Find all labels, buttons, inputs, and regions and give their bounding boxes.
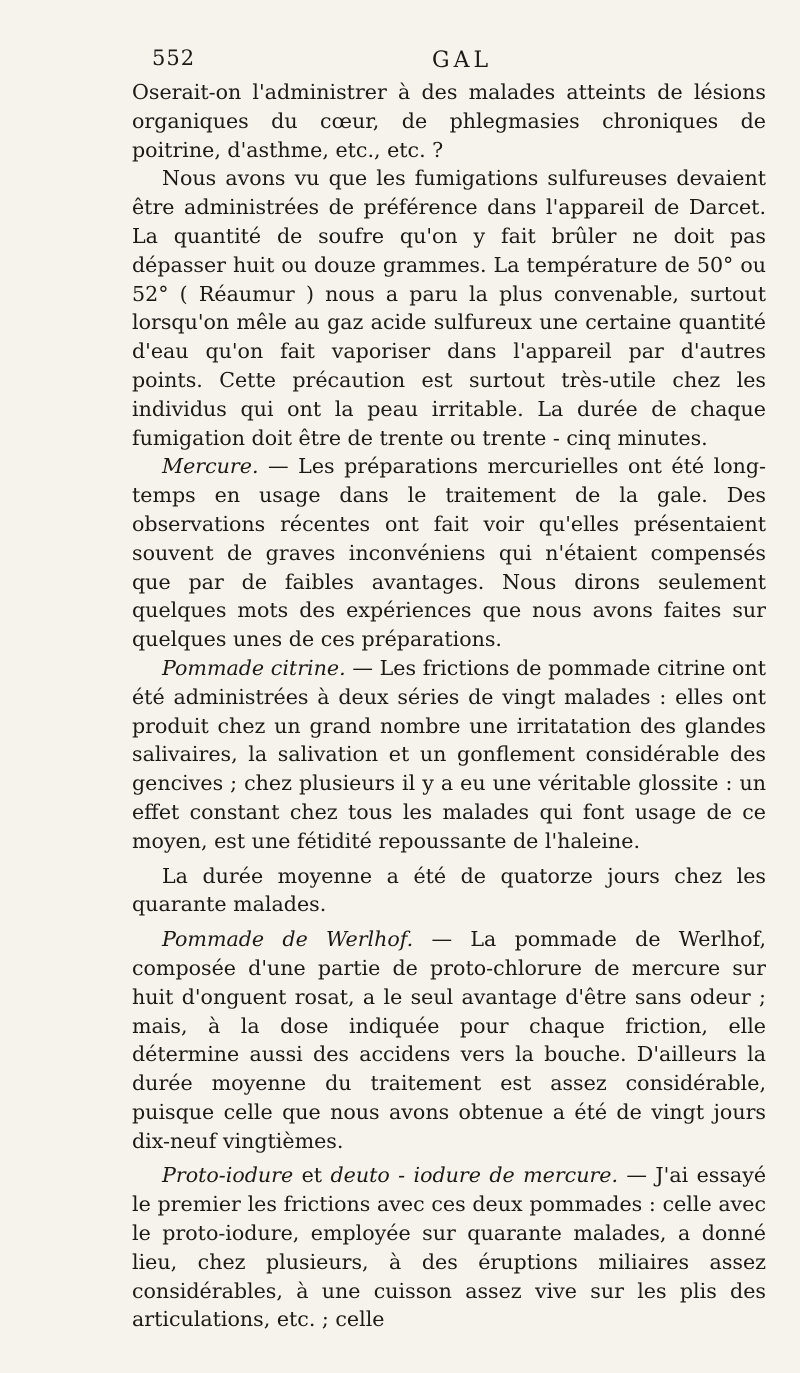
section-lead-deuto-iodure: deuto - iodure de mercure. bbox=[330, 1163, 619, 1188]
section-lead-werlhof: Pommade de Werlhof. bbox=[162, 927, 414, 952]
section-lead-pommade-citrine: Pommade citrine. bbox=[162, 655, 346, 680]
paragraph-iodure bbox=[132, 1161, 766, 1334]
paragraph-1 bbox=[132, 78, 766, 164]
paragraph-werlhof bbox=[132, 925, 766, 1155]
paragraph-duree-text: La durée moyenne a été de quatorze jours chez les quarante malades. bbox=[132, 863, 766, 917]
section-lead-mercure: Mercure. bbox=[162, 454, 259, 479]
paragraph-1-text: Oserait-on l'administrer à des malades atteints de lésions organiques du cœur, de phlegmasies chroniques de poitrine, d'asthme, etc., etc. ? bbox=[132, 80, 766, 162]
section-lead-connector: et bbox=[293, 1163, 331, 1188]
page-number: 552 bbox=[152, 46, 196, 70]
paragraph-iodure-text: — J'ai essayé le premier les frictions avec ces deux pommades : celle avec le proto-iodure, employée sur quarante malades, a donné lieu, chez plusieurs, à des éruptions miliaires assez considérables, à une cuisson assez vive sur les plis des articulations, etc. ; celle bbox=[132, 1163, 767, 1332]
paragraph-pommade-citrine bbox=[132, 654, 766, 856]
paragraph-mercure-text: — Les préparations mercurielles ont été long-temps en usage dans le traitement de la gale. Des observations récentes ont fait voir qu'elles présentaient souvent de graves inconvéniens qui n'étaient compensés que par de faibles avantages. Nous dirons seulement quelques mots des expériences que nous avons faites sur quelques unes de ces préparations. bbox=[132, 454, 766, 652]
paragraph-2 bbox=[132, 164, 766, 452]
section-lead-proto-iodure: Proto-iodure bbox=[162, 1163, 294, 1188]
paragraph-duree bbox=[132, 862, 766, 920]
paragraph-werlhof-text: — La pommade de Werlhof, composée d'une partie de proto-chlorure de mercure sur huit d'onguent rosat, a le seul avantage d'être sans odeur ; mais, à la dose indiquée pour chaque friction, elle détermine aussi des accidens vers la bouche. D'ailleurs la durée moyenne du traitement est assez considérable, puisque celle que nous avons obtenue a été de vingt jours dix-neuf vingtièmes. bbox=[132, 927, 766, 1153]
running-head: GAL bbox=[432, 48, 493, 73]
paragraph-pommade-citrine-text: — Les frictions de pommade citrine ont été administrées à deux séries de vingt malades : elles ont produit chez un grand nombre une irritatation des glandes salivaires, la salivation et un gonflement considérable des gencives ; chez plusieurs il y a eu une véritable glossite : un effet constant chez tous les malades qui font usage de ce moyen, est une fétidité repoussante de l'haleine. bbox=[132, 655, 766, 853]
paragraph-mercure bbox=[132, 452, 766, 654]
page-header bbox=[132, 40, 766, 78]
body-text bbox=[132, 78, 766, 1334]
paragraph-2-text: Nous avons vu que les fumigations sulfureuses devaient être administrées de préférence dans l'appareil de Darcet. La quantité de soufre qu'on y fait brûler ne doit pas dépasser huit ou douze grammes. La température de 50° ou 52° ( Réaumur ) nous a paru la plus convenable, surtout lorsqu'on mêle au gaz acide sulfureux une certaine quantité d'eau qu'on fait vaporiser dans l'appareil par d'autres points. Cette précaution est surtout très-utile chez les individus qui ont la peau irritable. La durée de chaque fumigation doit être de trente ou trente - cinq minutes. bbox=[132, 166, 766, 450]
